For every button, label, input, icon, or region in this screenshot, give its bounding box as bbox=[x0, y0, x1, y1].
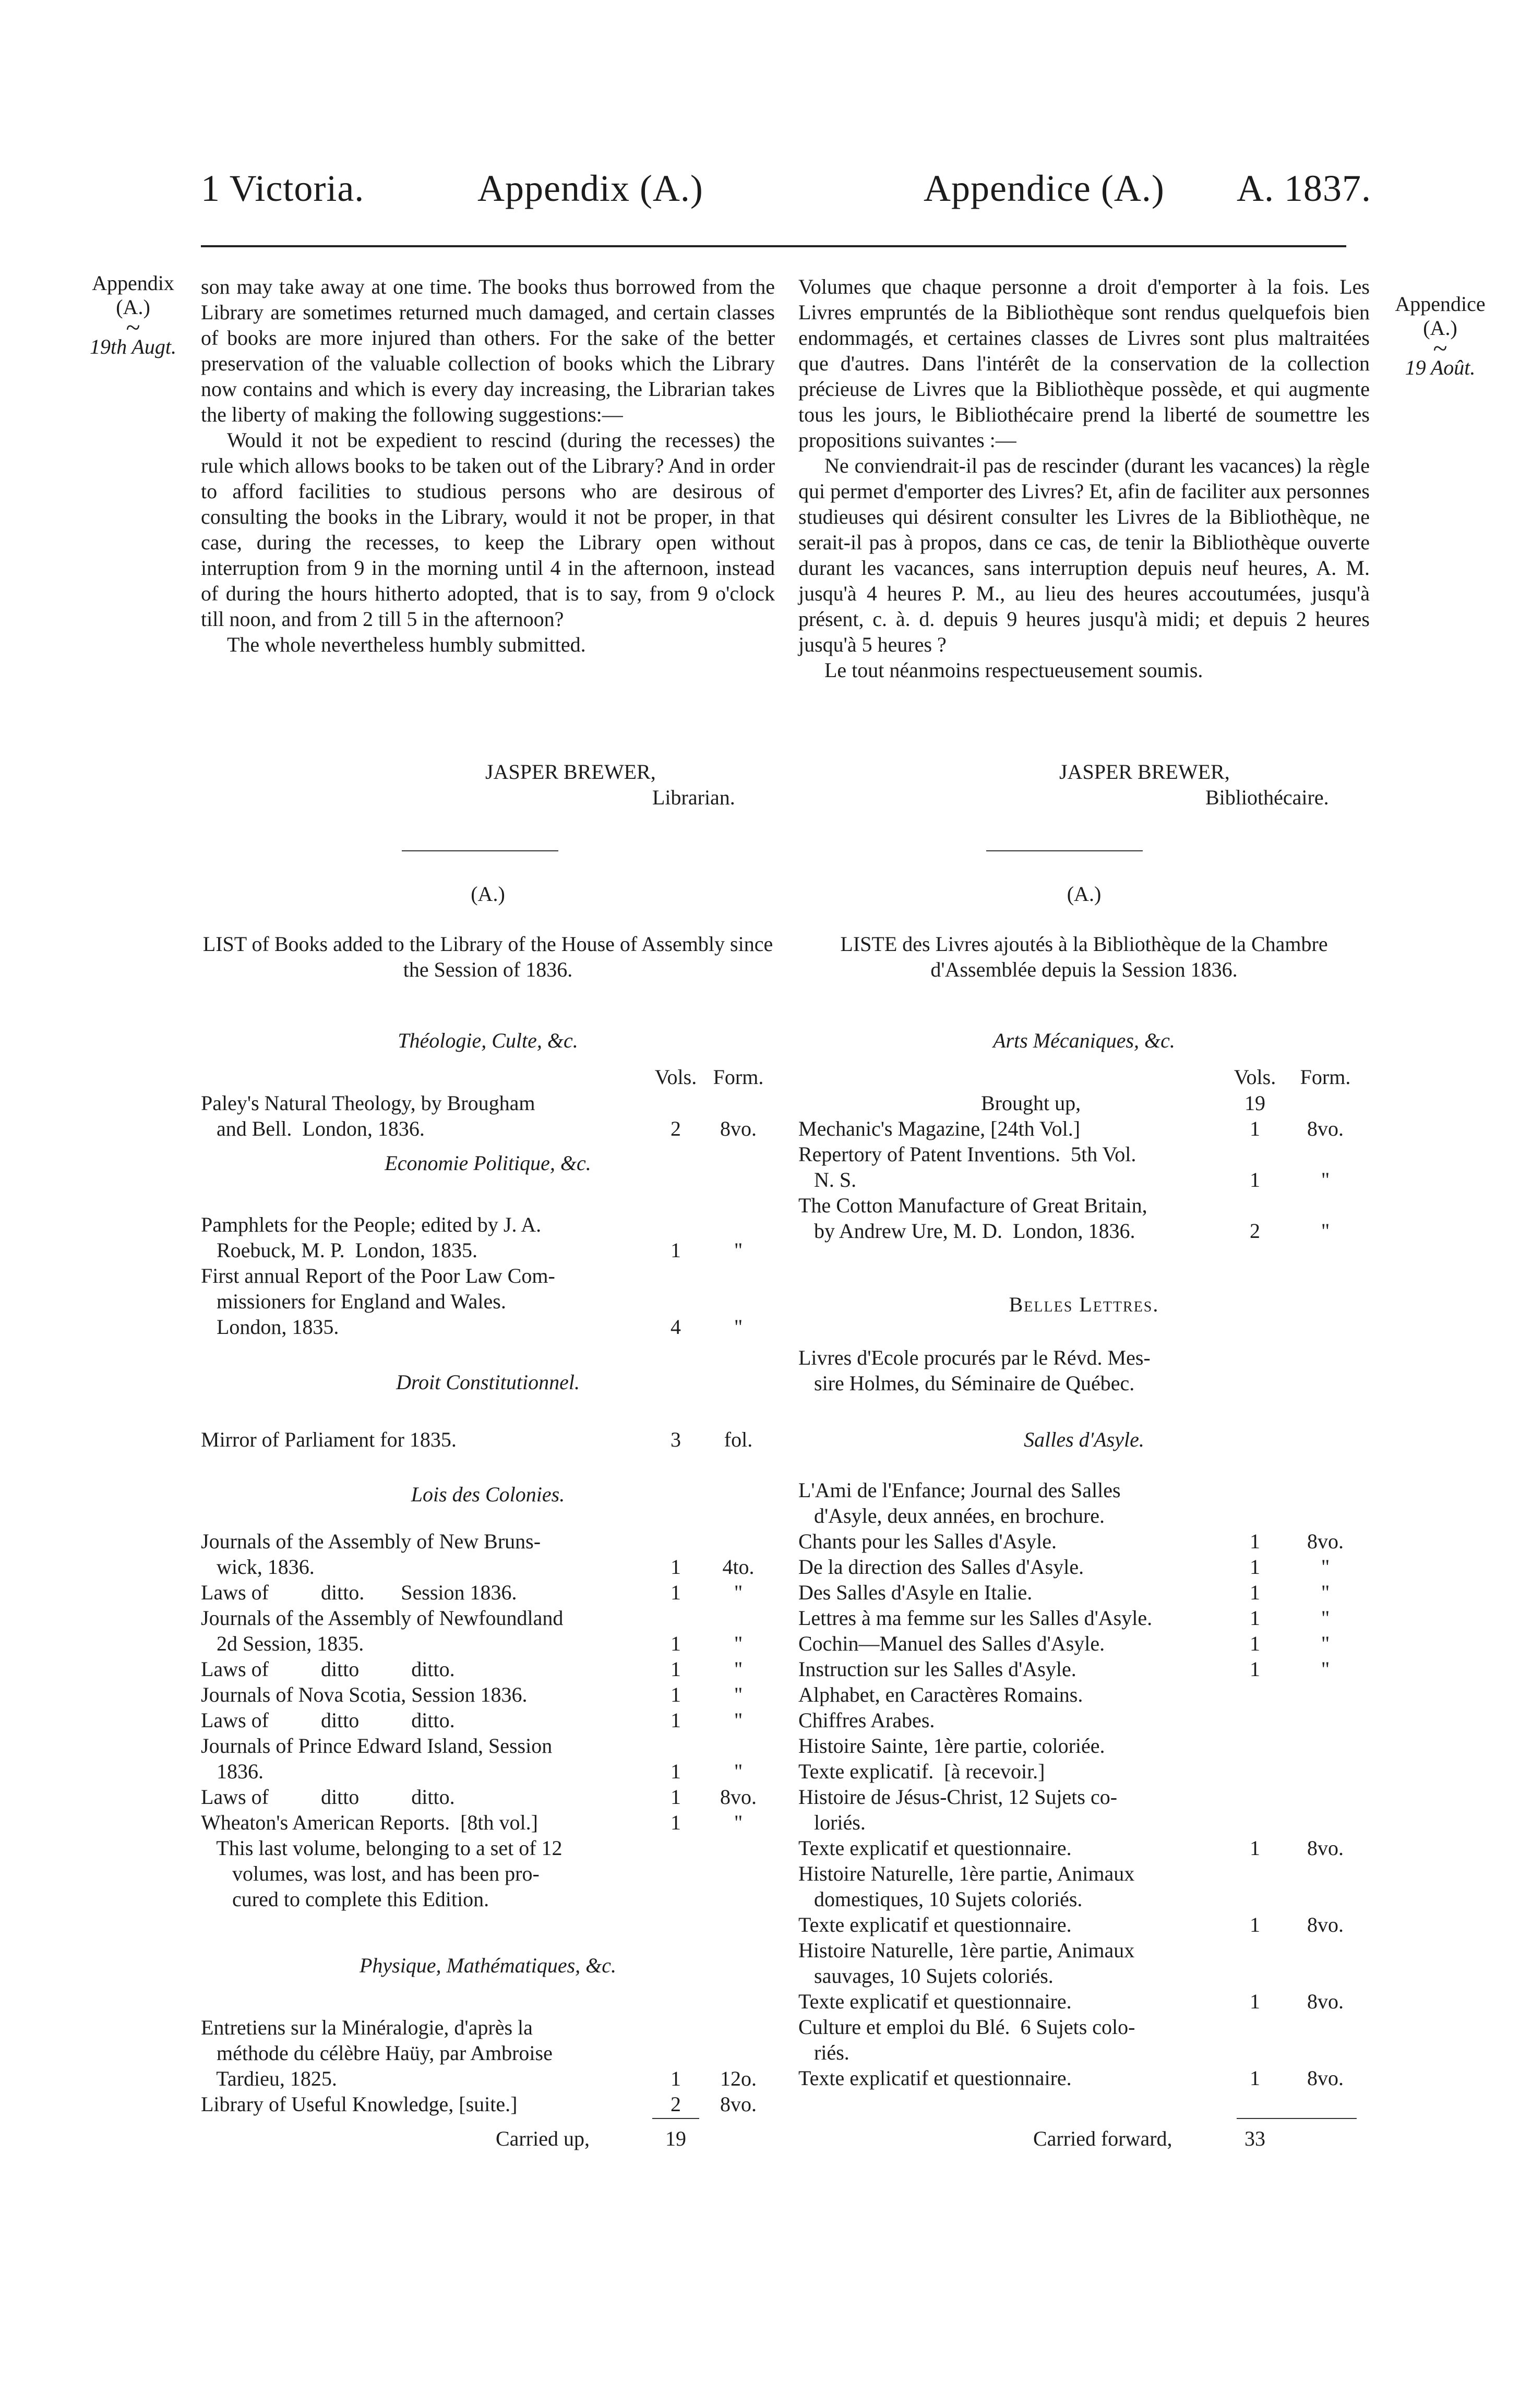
book-entry bbox=[798, 1116, 1221, 1141]
book-format: " bbox=[734, 1632, 743, 1655]
book-entry bbox=[798, 1835, 1221, 1861]
book-entry-line: Texte explicatif. [à recevoir.] bbox=[798, 1760, 1045, 1783]
right-col-form-heading: Form. bbox=[1300, 1065, 1351, 1089]
book-format: 8vo. bbox=[1307, 1530, 1344, 1553]
book-vols: 1 bbox=[1250, 1836, 1260, 1860]
book-vols: 1 bbox=[671, 1811, 681, 1834]
book-entry-line: and Bell. London, 1836. bbox=[201, 1117, 425, 1140]
book-entry-line: Laws of ditto. Session 1836. bbox=[201, 1581, 517, 1604]
book-entry-line: méthode du célèbre Haüy, par Ambroise bbox=[201, 2041, 553, 2065]
book-entry bbox=[798, 1733, 1221, 1759]
book-entry bbox=[798, 1580, 1221, 1605]
book-entry bbox=[798, 1912, 1221, 1937]
book-vols: 1 bbox=[671, 2067, 681, 2090]
book-entry bbox=[798, 1656, 1221, 1682]
book-entry-line: sauvages, 10 Sujets coloriés. bbox=[798, 1964, 1054, 1988]
book-entry-line: Histoire Sainte, 1ère partie, coloriée. bbox=[798, 1734, 1105, 1757]
book-entry-line: Texte explicatif et questionnaire. bbox=[798, 2066, 1072, 2090]
book-vols: 1 bbox=[1250, 1555, 1260, 1579]
intro-en-paragraph-2: Would it not be expedient to rescind (during the recesses) the rule which allows books to be taken out of the Library? And in order to afford facilities to studious persons who are desirous of consulting the books in the Library, would it not be proper, in that case, during the recesses, to keep the Library open without interruption from 9 in the morning until 4 in the afternoon, instead of during the hours hitherto adopted, that is to say, from 9 o'clock till noon, and from 2 till 5 in the afternoon? bbox=[201, 428, 775, 631]
book-entry-line: Histoire Naturelle, 1ère partie, Animaux bbox=[798, 1862, 1135, 1885]
book-entry bbox=[201, 1528, 642, 1580]
book-format: " bbox=[734, 1811, 743, 1834]
book-entry bbox=[201, 1656, 642, 1682]
book-entry-line: Instruction sur les Salles d'Asyle. bbox=[798, 1657, 1076, 1681]
book-entry-line: Laws of ditto ditto. bbox=[201, 1785, 455, 1809]
book-entry bbox=[201, 1605, 642, 1656]
book-format: 8vo. bbox=[720, 1785, 757, 1809]
book-entry-line: Texte explicatif et questionnaire. bbox=[798, 1990, 1072, 2013]
book-entry-line: Mechanic's Magazine, [24th Vol.] bbox=[798, 1117, 1081, 1140]
book-format: 8vo. bbox=[1307, 1913, 1344, 1936]
book-entry-line: First annual Report of the Poor Law Com- bbox=[201, 1264, 555, 1287]
book-vols: 1 bbox=[671, 1683, 681, 1706]
book-vols: 1 bbox=[1250, 1632, 1260, 1655]
book-entry bbox=[201, 1090, 642, 1141]
book-format: " bbox=[1321, 1606, 1330, 1630]
right-total-value: 33 bbox=[1244, 2127, 1265, 2150]
book-entry-line: Lettres à ma femme sur les Salles d'Asyle. bbox=[798, 1606, 1153, 1630]
header-center-fr: Appendice (A.) bbox=[924, 167, 1165, 209]
margin-right-line-3: 19 Août. bbox=[1405, 356, 1476, 379]
book-entry bbox=[201, 2015, 642, 2091]
margin-left-line-2: (A.) bbox=[116, 295, 150, 319]
book-entry-line: domestiques, 10 Sujets coloriés. bbox=[798, 1887, 1083, 1911]
book-entry-line: missioners for England and Wales. bbox=[201, 1290, 506, 1313]
book-entry bbox=[798, 1861, 1221, 1912]
book-format: 12o. bbox=[720, 2067, 757, 2090]
book-entry-line: Mirror of Parliament for 1835. bbox=[201, 1428, 457, 1451]
margin-right-tilde: ~ bbox=[1433, 333, 1447, 363]
book-entry-line: Roebuck, M. P. London, 1835. bbox=[201, 1238, 477, 1262]
intro-english bbox=[201, 274, 775, 657]
book-entry bbox=[201, 1835, 642, 1912]
book-entry bbox=[798, 1345, 1221, 1396]
section-title: Physique, Mathématiques, &c. bbox=[359, 1954, 617, 1977]
book-entry bbox=[798, 1989, 1221, 2014]
book-vols: 1 bbox=[1250, 1990, 1260, 2013]
book-format: fol. bbox=[724, 1428, 753, 1451]
book-entry-line: Livres d'Ecole procurés par le Révd. Mes- bbox=[798, 1346, 1151, 1369]
book-entry-line: This last volume, belonging to a set of 12 bbox=[201, 1836, 562, 1860]
section-title: Lois des Colonies. bbox=[411, 1483, 565, 1506]
book-entry bbox=[798, 1193, 1221, 1244]
book-entry bbox=[201, 1733, 642, 1784]
book-entry-line: N. S. bbox=[798, 1168, 857, 1191]
book-entry bbox=[798, 1759, 1221, 1784]
book-format: " bbox=[1321, 1555, 1330, 1579]
book-vols: 19 bbox=[1244, 1091, 1265, 1115]
book-entry-line: sire Holmes, du Séminaire de Québec. bbox=[798, 1371, 1135, 1395]
book-format: 8vo. bbox=[1307, 2066, 1344, 2090]
book-format: " bbox=[1321, 1219, 1330, 1243]
book-vols: 1 bbox=[671, 1555, 681, 1579]
intro-en-paragraph-3: The whole nevertheless humbly submitted. bbox=[227, 633, 586, 656]
book-entry-line: Laws of ditto ditto. bbox=[201, 1657, 455, 1681]
intro-en-signature-name: JASPER BREWER, bbox=[485, 760, 656, 784]
book-entry-line: L'Ami de l'Enfance; Journal des Salles bbox=[798, 1478, 1121, 1502]
book-entry bbox=[798, 2014, 1221, 2065]
book-entry-line: Repertory of Patent Inventions. 5th Vol. bbox=[798, 1142, 1136, 1166]
separator-left bbox=[402, 850, 558, 851]
book-entry-line: wick, 1836. bbox=[201, 1555, 315, 1579]
book-format: " bbox=[1321, 1581, 1330, 1604]
margin-note-right bbox=[1372, 292, 1508, 380]
header-center-en: Appendix (A.) bbox=[477, 167, 703, 209]
book-vols: 1 bbox=[671, 1238, 681, 1262]
margin-left-line-3: 19th Augt. bbox=[90, 335, 176, 358]
list-title-fr: LISTE des Livres ajoutés à la Bibliothèque de la Chambre d'Assemblée depuis la Session 1836. bbox=[840, 932, 1328, 981]
book-entry bbox=[201, 2091, 642, 2117]
book-format: 4to. bbox=[722, 1555, 755, 1579]
book-entry bbox=[201, 1784, 642, 1810]
book-vols: 1 bbox=[1250, 1913, 1260, 1936]
book-entry-line: De la direction des Salles d'Asyle. bbox=[798, 1555, 1084, 1579]
book-vols: 1 bbox=[671, 1708, 681, 1732]
book-vols: 1 bbox=[671, 1581, 681, 1604]
book-entry bbox=[798, 1784, 1221, 1835]
book-vols: 1 bbox=[1250, 1530, 1260, 1553]
margin-right-line-1: Appendice bbox=[1395, 292, 1486, 316]
book-entry bbox=[201, 1427, 642, 1452]
book-entry bbox=[201, 1810, 642, 1835]
book-entry bbox=[798, 1631, 1221, 1656]
book-entry-line: Histoire Naturelle, 1ère partie, Animaux bbox=[798, 1939, 1135, 1962]
intro-french bbox=[798, 274, 1370, 683]
book-entry-line: Paley's Natural Theology, by Brougham bbox=[201, 1091, 535, 1115]
book-vols: 3 bbox=[671, 1428, 681, 1451]
book-vols: 1 bbox=[671, 1785, 681, 1809]
left-total-rule bbox=[652, 2118, 699, 2119]
section-title: Arts Mécaniques, &c. bbox=[993, 1029, 1175, 1052]
book-entry-line: The Cotton Manufacture of Great Britain, bbox=[798, 1194, 1147, 1217]
left-total-label: Carried up, bbox=[496, 2127, 590, 2150]
book-vols: 1 bbox=[1250, 1117, 1260, 1140]
book-entry bbox=[798, 1090, 1221, 1116]
book-entry-line: cured to complete this Edition. bbox=[201, 1887, 489, 1911]
intro-en-paragraph-1: son may take away at one time. The books thus borrowed from the Library are sometimes returned much damaged, and certain classes of books are more injured than others. For the sake of the better preservation of the valuable collection of books which the Library now contains and which is every day increasing, the Librarian takes the liberty of making the following suggestions:— bbox=[201, 275, 775, 426]
book-entry bbox=[798, 1605, 1221, 1631]
section-title: Economie Politique, &c. bbox=[385, 1151, 591, 1175]
book-entry bbox=[798, 1707, 1221, 1733]
book-entry-line: Tardieu, 1825. bbox=[201, 2067, 337, 2090]
book-entry-line: Laws of ditto ditto. bbox=[201, 1708, 455, 1732]
intro-fr-signature-name: JASPER BREWER, bbox=[1059, 760, 1230, 784]
book-vols: 1 bbox=[671, 1632, 681, 1655]
book-format: " bbox=[734, 1581, 743, 1604]
margin-right-line-2: (A.) bbox=[1423, 316, 1457, 340]
book-entry bbox=[798, 1682, 1221, 1707]
book-format: 8vo. bbox=[720, 1117, 757, 1140]
book-entry-line: Entretiens sur la Minéralogie, d'après la bbox=[201, 2016, 533, 2039]
list-title-en: LIST of Books added to the Library of the House of Assembly since the Session of 1836. bbox=[202, 932, 773, 981]
intro-en-signature-title: Librarian. bbox=[652, 786, 735, 809]
book-entry bbox=[798, 1477, 1221, 1528]
margin-left-line-1: Appendix bbox=[92, 271, 174, 295]
separator-right bbox=[986, 850, 1143, 851]
book-entry-line: by Andrew Ure, M. D. London, 1836. bbox=[798, 1219, 1135, 1243]
book-entry bbox=[798, 1554, 1221, 1580]
book-entry-line: volumes, was lost, and has been pro- bbox=[201, 1862, 540, 1885]
book-entry bbox=[798, 1528, 1221, 1554]
book-entry-line: 2d Session, 1835. bbox=[201, 1632, 364, 1655]
left-col-form-heading: Form. bbox=[713, 1065, 764, 1089]
book-format: " bbox=[734, 1683, 743, 1706]
book-vols: 1 bbox=[1250, 1168, 1260, 1191]
book-format: " bbox=[1321, 1657, 1330, 1681]
book-vols: 1 bbox=[1250, 1657, 1260, 1681]
book-entry-line: Journals of the Assembly of Newfoundland bbox=[201, 1606, 564, 1630]
book-entry-line: Journals of Prince Edward Island, Session bbox=[201, 1734, 553, 1757]
section-title: Droit Constitutionnel. bbox=[396, 1370, 580, 1394]
section-title: Salles d'Asyle. bbox=[1024, 1428, 1144, 1451]
book-entry bbox=[798, 1937, 1221, 1989]
book-vols: 1 bbox=[1250, 2066, 1260, 2090]
book-entry-line: Wheaton's American Reports. [8th vol.] bbox=[201, 1811, 538, 1834]
book-entry-line: loriés. bbox=[798, 1811, 866, 1834]
book-entry-line: 1836. bbox=[201, 1760, 264, 1783]
book-vols: 1 bbox=[1250, 1581, 1260, 1604]
book-entry-line: Journals of the Assembly of New Bruns- bbox=[201, 1530, 541, 1553]
book-entry-line: Texte explicatif et questionnaire. bbox=[798, 1913, 1072, 1936]
book-vols: 1 bbox=[671, 1657, 681, 1681]
book-entry-line: Cochin—Manuel des Salles d'Asyle. bbox=[798, 1632, 1105, 1655]
left-total-value: 19 bbox=[665, 2127, 686, 2150]
book-entry-line: Alphabet, en Caractères Romains. bbox=[798, 1683, 1083, 1706]
book-entry bbox=[201, 1682, 642, 1707]
book-entry bbox=[798, 2065, 1221, 2091]
book-vols: 1 bbox=[1250, 1606, 1260, 1630]
header-rule bbox=[201, 245, 1346, 247]
margin-left-tilde: ~ bbox=[126, 312, 140, 342]
book-vols: 2 bbox=[671, 2092, 681, 2116]
book-entry bbox=[201, 1212, 642, 1263]
right-col-vols-heading: Vols. bbox=[1234, 1065, 1276, 1089]
book-entry-line: Des Salles d'Asyle en Italie. bbox=[798, 1581, 1033, 1604]
intro-fr-paragraph-1: Volumes que chaque personne a droit d'emporter à la fois. Les Livres empruntés de la Bibliothèque sont rendus quelquefois bien endommagés, et certaines classes de Livres sont plus maltraitées que d'autres. Dans l'intérêt de la conservation de la collection précieuse de Livres que la Bibliothèque possède, et qui augmente tous les jours, le Bibliothécaire prend la liberté de soumettre les propositions suivantes :— bbox=[798, 275, 1370, 452]
intro-fr-signature-title: Bibliothécaire. bbox=[1205, 786, 1329, 809]
book-format: " bbox=[734, 1657, 743, 1681]
book-format: 8vo. bbox=[720, 2092, 757, 2116]
book-entry bbox=[201, 1707, 642, 1733]
list-mark-fr: (A.) bbox=[1067, 882, 1102, 906]
intro-fr-paragraph-3: Le tout néanmoins respectueusement soumis. bbox=[824, 658, 1203, 682]
right-total-label: Carried forward, bbox=[1033, 2127, 1172, 2150]
book-entry-line: Journals of Nova Scotia, Session 1836. bbox=[201, 1683, 528, 1706]
book-entry-line: London, 1835. bbox=[201, 1315, 339, 1339]
book-entry-line: Culture et emploi du Blé. 6 Sujets colo- bbox=[798, 2015, 1135, 2039]
book-entry bbox=[798, 1141, 1221, 1193]
book-entry bbox=[201, 1263, 642, 1340]
book-format: " bbox=[1321, 1168, 1330, 1191]
book-format: " bbox=[734, 1238, 743, 1262]
list-mark-en: (A.) bbox=[471, 882, 505, 906]
header-left: 1 Victoria. bbox=[201, 167, 365, 209]
book-entry-line: Texte explicatif et questionnaire. bbox=[798, 1836, 1072, 1860]
book-format: " bbox=[734, 1708, 743, 1732]
book-vols: 2 bbox=[1250, 1219, 1260, 1243]
book-vols: 2 bbox=[671, 1117, 681, 1140]
book-format: 8vo. bbox=[1307, 1990, 1344, 2013]
section-title: Théologie, Culte, &c. bbox=[398, 1029, 578, 1052]
book-format: 8vo. bbox=[1307, 1836, 1344, 1860]
book-entry-line: Pamphlets for the People; edited by J. A. bbox=[201, 1213, 542, 1236]
margin-note-left bbox=[78, 271, 188, 359]
book-entry-line: riés. bbox=[798, 2041, 849, 2064]
header-right: A. 1837. bbox=[1237, 167, 1371, 209]
intro-fr-paragraph-2: Ne conviendrait-il pas de rescinder (durant les vacances) la règle qui permet d'emporter des Livres? Et, afin de faciliter aux personnes studieuses qui désirent consulter les Livres de la Bibliothèque, ne serait-il pas à propos, dans ce cas, de tenir la Bibliothèque ouverte durant les vacances, sans interruption depuis neuf heures, A. M. jusqu'à 4 heures P. M., au lieu des heures accoutumées, jusqu'à présent, c. à. d. depuis 9 heures jusqu'à midi; et depuis 2 heures jusqu'à 5 heures ? bbox=[798, 454, 1370, 656]
book-format: " bbox=[734, 1315, 743, 1339]
book-entry-line: Chiffres Arabes. bbox=[798, 1708, 935, 1732]
book-vols: 1 bbox=[671, 1760, 681, 1783]
book-entry bbox=[201, 1580, 642, 1605]
book-entry-line: d'Asyle, deux années, en brochure. bbox=[798, 1504, 1105, 1527]
book-entry-line: Histoire de Jésus-Christ, 12 Sujets co- bbox=[798, 1785, 1118, 1809]
book-entry-line: Library of Useful Knowledge, [suite.] bbox=[201, 2092, 518, 2116]
book-entry-line: Brought up, bbox=[798, 1091, 1081, 1115]
left-col-vols-heading: Vols. bbox=[654, 1065, 697, 1089]
section-title: Belles Lettres. bbox=[1009, 1293, 1159, 1316]
book-format: 8vo. bbox=[1307, 1117, 1344, 1140]
book-vols: 4 bbox=[671, 1315, 681, 1339]
book-format: " bbox=[734, 1760, 743, 1783]
book-format: " bbox=[1321, 1632, 1330, 1655]
book-entry-line: Chants pour les Salles d'Asyle. bbox=[798, 1530, 1057, 1553]
right-total-rule bbox=[1237, 2118, 1357, 2119]
